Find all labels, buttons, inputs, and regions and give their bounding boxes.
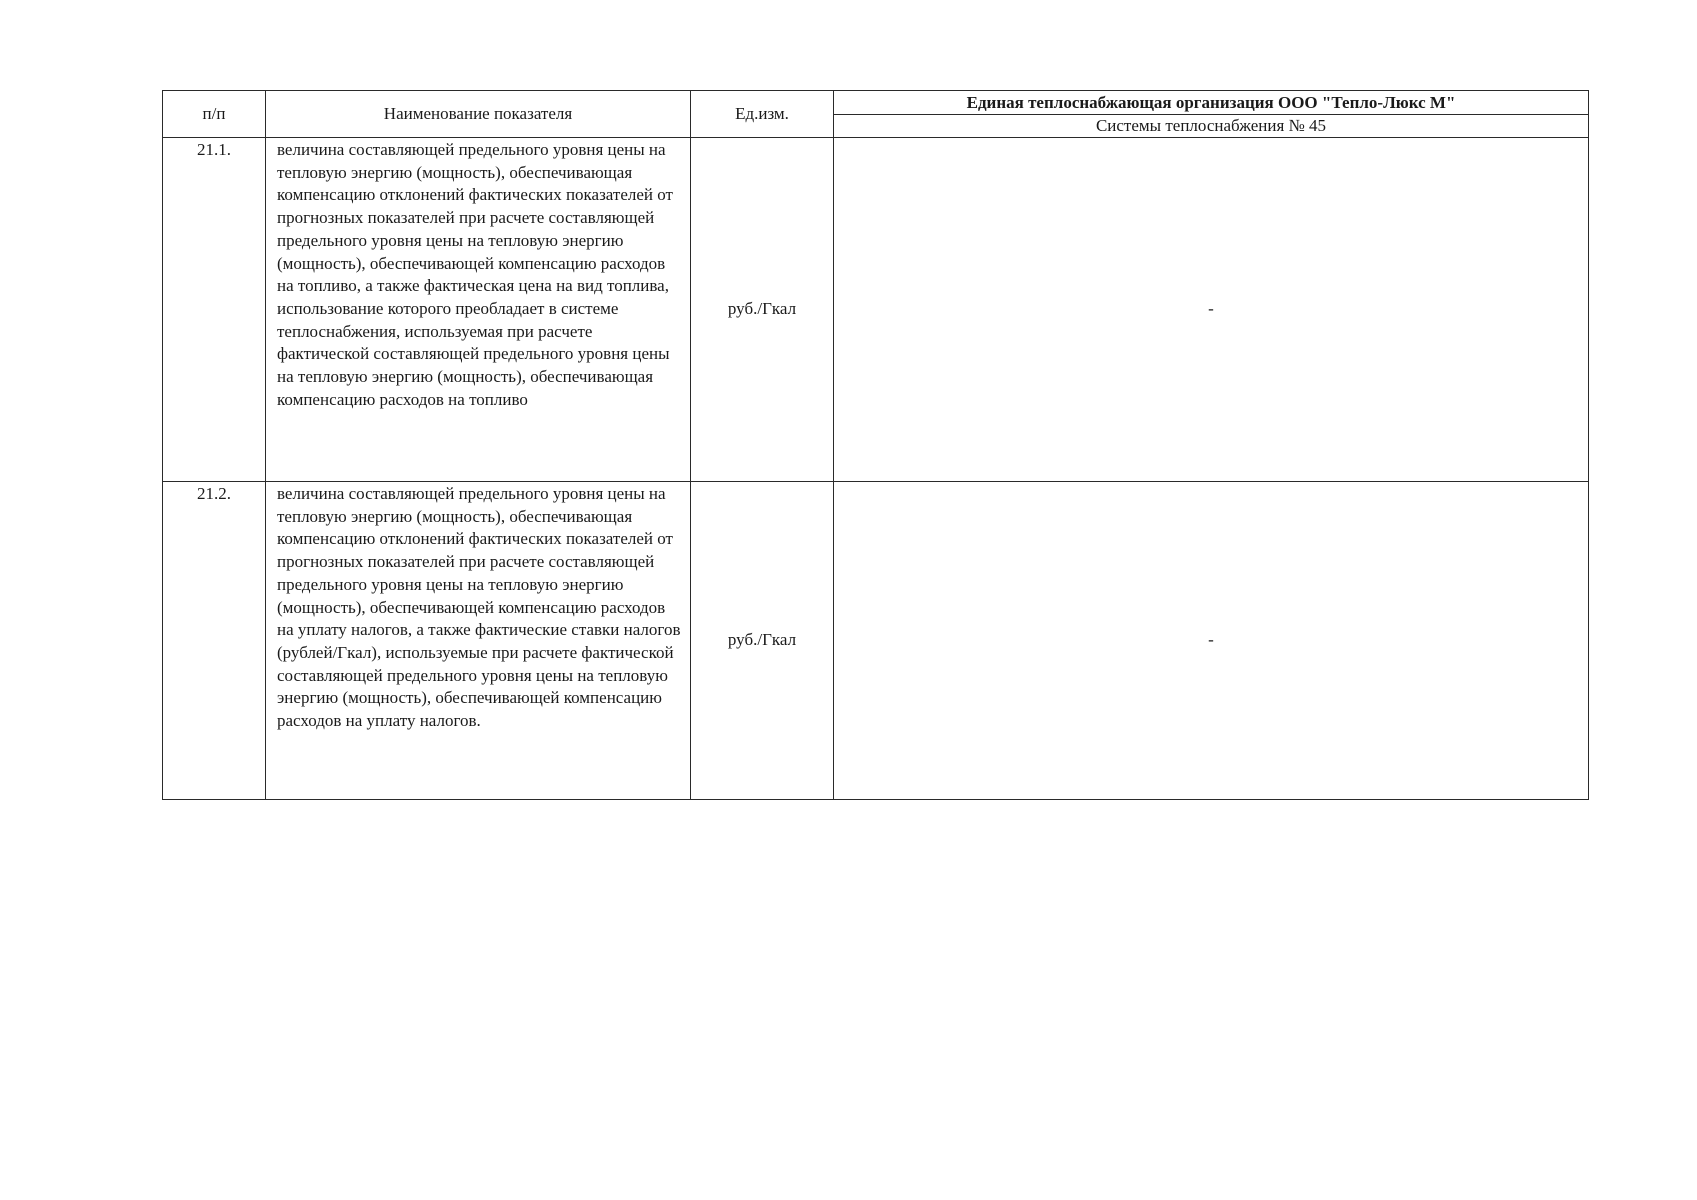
row-value: - — [834, 482, 1589, 800]
row-indicator-name: величина составляющей предельного уровня цены на тепловую энергию (мощность), обеспечивающая компенсацию отклонений фактических показателей от прогнозных показателей при расчете составляющей предельного уровня цены на тепловую энергию (мощность), обеспечивающей компенсацию расходов на топливо, а также фактическая цена на вид топлива, использование которого преобладает в системе теплоснабжения, используемая при расчете фактической составляющей предельного уровня цены на тепловую энергию (мощность), обеспечивающая компенсацию расходов на топливо — [266, 138, 691, 482]
header-system: Системы теплоснабжения № 45 — [834, 114, 1589, 138]
header-organization: Единая теплоснабжающая организация ООО "Тепло-Люкс М" — [834, 91, 1589, 115]
row-number: 21.1. — [163, 138, 266, 482]
row-number: 21.2. — [163, 482, 266, 800]
table-row — [163, 138, 1589, 482]
header-name: Наименование показателя — [266, 91, 691, 138]
table-row — [163, 482, 1589, 800]
row-indicator-name: величина составляющей предельного уровня цены на тепловую энергию (мощность), обеспечивающая компенсацию отклонений фактических показателей от прогнозных показателей при расчете составляющей предельного уровня цены на тепловую энергию (мощность), обеспечивающей компенсацию расходов на уплату налогов, а также фактические ставки налогов (рублей/Гкал), используемые при расчете фактической составляющей предельного уровня цены на тепловую энергию (мощность), обеспечивающей компенсацию расходов на уплату налогов. — [266, 482, 691, 800]
header-number: п/п — [163, 91, 266, 138]
row-value: - — [834, 138, 1589, 482]
header-row — [163, 91, 1589, 115]
row-unit: руб./Гкал — [691, 138, 834, 482]
row-unit: руб./Гкал — [691, 482, 834, 800]
indicators-table — [162, 90, 1589, 800]
header-unit: Ед.изм. — [691, 91, 834, 138]
